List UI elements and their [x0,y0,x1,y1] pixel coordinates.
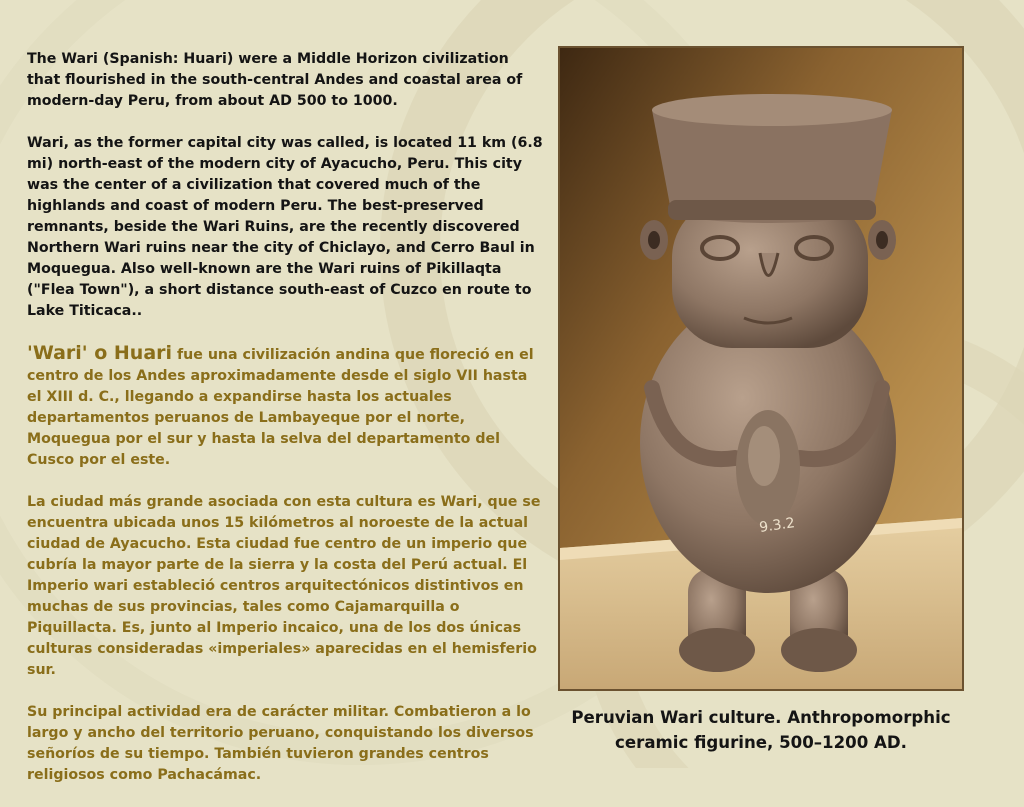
ceramic-figurine-illustration [560,48,962,689]
specimen-number: 9.3.2 [758,515,796,536]
figurine-photo [558,46,964,691]
english-paragraph-2: Wari, as the former capital city was called, is located 11 km (6.8 mi) north-east of the modern city of Ayacucho, Peru. This city was the center of a civilization that covered much of the highlands and coast of modern Peru. The best-preserved remnants, beside the Wari Ruins, are the recently discovered Northern Wari ruins near the city of Chiclayo, and Cerro Baul in Moquegua. Also well-known are the Wari ruins of Pikillaqta ("Flea Town"), a short distance south-east of Cuzco en route to Lake Titicaca.. [27,135,543,319]
figurine-caption [558,705,964,755]
caption-line-2: ceramic figurine, 500–1200 AD. [615,733,907,752]
caption-line-1: Peruvian Wari culture. Anthropomorphic [571,708,951,727]
english-paragraph-1: The Wari (Spanish: Huari) were a Middle Horizon civilization that flourished in the south-central Andes and coastal area of modern-day Peru, from about AD 500 to 1000. [27,51,523,109]
spanish-paragraph-2: La ciudad más grande asociada con esta cultura es Wari, que se encuentra ubicada unos 15 kilómetros al noroeste de la actual ciudad de Ayacucho. Esta ciudad fue centro de un imperio que cubría la mayor parte de la sierra y la costa del Perú actual. El Imperio wari estableció centros arquitectónicos distintivos en muchas de sus provincias, tales como Cajamarquilla o Piquillacta. Es, junto al Imperio incaico, una de los dos únicas culturas consideradas «imperiales» aparecidas en el hemisferio sur. [27,494,541,678]
body-text-column [27,49,543,807]
spanish-paragraph-3: Su principal actividad era de carácter militar. Combatieron a lo largo y ancho del territorio peruano, conquistando los diversos señoríos de su tiempo. También tuvieron grandes centros religiosos como Pachacámac. [27,704,534,783]
spanish-paragraph-1-text: fue una civilización andina que floreció en el centro de los Andes aproximadamente desde el siglo VII hasta el XIII d. C., llegando a expandirse hasta los actuales departamentos peruanos de Lambayeque por el norte, Moquegua por el sur y hasta la selva del departamento del Cusco por el este. [27,347,534,468]
spanish-lead-term: 'Wari' o Huari [27,342,173,364]
spanish-paragraph-1 [27,343,543,471]
